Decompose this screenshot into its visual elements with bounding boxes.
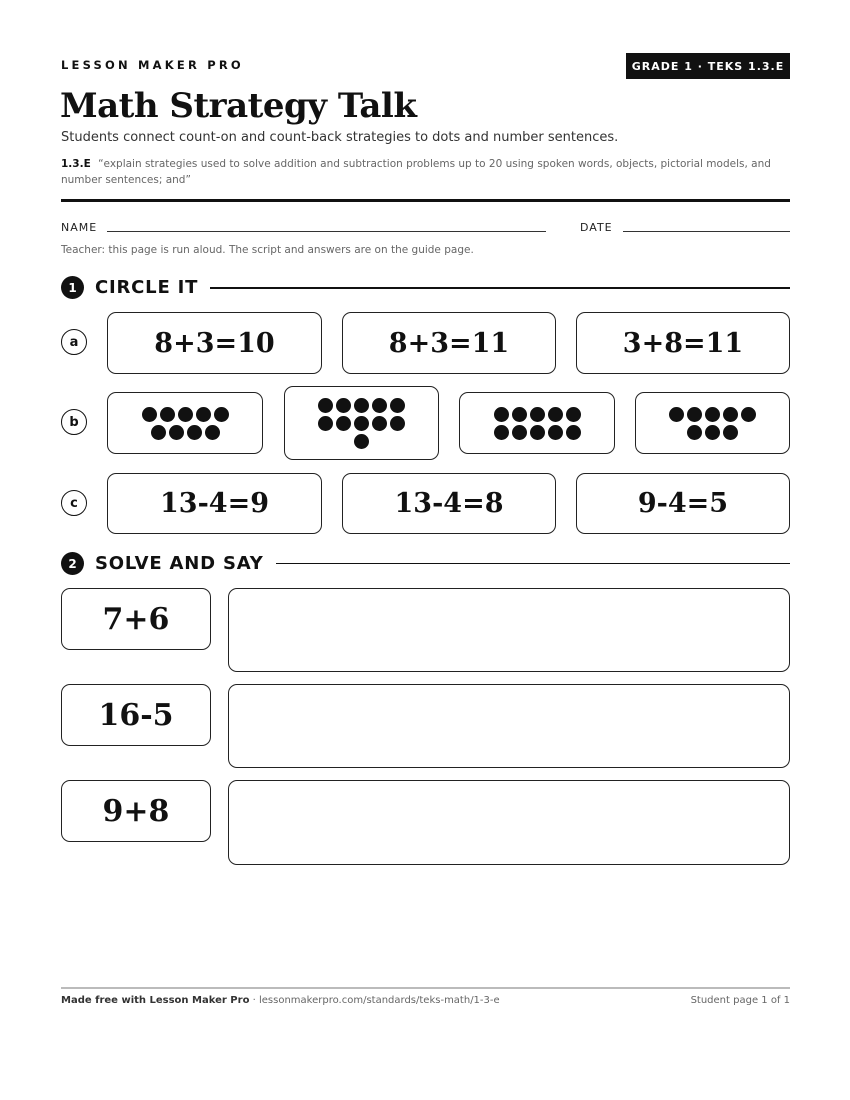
date-label: DATE [580, 221, 613, 234]
standard-description [61, 156, 790, 188]
choice-equation: 8+3=11 [388, 327, 510, 359]
counting-dot [494, 407, 509, 422]
counting-dot [512, 407, 527, 422]
dot-group [669, 407, 756, 440]
counting-dot [705, 425, 720, 440]
grade-badge: GRADE 1 · TEKS 1.3.E [626, 53, 790, 79]
counting-dot [354, 434, 369, 449]
footer-page-label: Student page 1 of 1 [690, 995, 790, 1006]
page-subtitle: Students connect count-on and count-back strategies to dots and number sentences. [61, 130, 619, 145]
answer-box-2[interactable] [228, 684, 790, 768]
problem-box-2 [61, 684, 211, 746]
choice-equation: 9-4=5 [637, 488, 729, 519]
choice-box-c1[interactable] [107, 473, 322, 534]
counting-dot [178, 407, 193, 422]
date-field[interactable] [623, 231, 790, 232]
problem-expression: 16-5 [98, 697, 174, 733]
counting-dot [187, 425, 202, 440]
dot-group [318, 398, 405, 449]
row-label-b: b [61, 409, 87, 435]
counting-dot [548, 425, 563, 440]
dot-choice-box-b1[interactable] [107, 392, 263, 454]
counting-dot [336, 416, 351, 431]
counting-dot [354, 398, 369, 413]
counting-dot [566, 407, 581, 422]
choice-equation: 8+3=10 [154, 327, 275, 359]
problem-box-3 [61, 780, 211, 842]
dot-row [687, 425, 738, 440]
section-number-badge: 1 [61, 276, 84, 299]
teacher-note: Teacher: this page is run aloud. The script and answers are on the guide page. [61, 244, 474, 256]
counting-dot [151, 425, 166, 440]
problem-expression: 9+8 [102, 793, 170, 829]
counting-dot [390, 416, 405, 431]
dot-group [494, 407, 581, 440]
counting-dot [512, 425, 527, 440]
dot-choice-box-b2[interactable] [284, 386, 439, 460]
footer-separator: · [249, 995, 259, 1006]
choice-equation: 3+8=11 [622, 327, 744, 359]
dot-choice-box-b4[interactable] [635, 392, 790, 454]
section-circle-it-heading [61, 276, 790, 299]
choice-equation: 13-4=9 [160, 488, 269, 519]
problem-box-1 [61, 588, 211, 650]
counting-dot [205, 425, 220, 440]
answer-box-1[interactable] [228, 588, 790, 672]
counting-dot [741, 407, 756, 422]
counting-dot [354, 416, 369, 431]
footer-divider [61, 987, 790, 989]
standard-text: “explain strategies used to solve addition and subtraction problems up to 20 using spoken words, objects, pictorial models, and number sentences; and” [61, 158, 771, 186]
counting-dot [530, 425, 545, 440]
dot-row [494, 407, 581, 422]
section-title: CIRCLE IT [95, 277, 199, 298]
section-rule [210, 287, 790, 289]
choice-box-a3[interactable] [576, 312, 790, 374]
dot-row [669, 407, 756, 422]
row-label-a: a [61, 329, 87, 355]
dot-group [142, 407, 229, 440]
dot-choice-box-b3[interactable] [459, 392, 615, 454]
dot-row [318, 416, 405, 431]
counting-dot [723, 407, 738, 422]
counting-dot [548, 407, 563, 422]
counting-dot [687, 425, 702, 440]
dot-row [151, 425, 220, 440]
footer-made-with: Made free with Lesson Maker Pro [61, 995, 250, 1006]
choice-box-a1[interactable] [107, 312, 322, 374]
counting-dot [336, 398, 351, 413]
counting-dot [169, 425, 184, 440]
section-rule [276, 563, 790, 564]
counting-dot [214, 407, 229, 422]
name-field[interactable] [107, 231, 546, 232]
choice-equation: 13-4=8 [394, 488, 504, 519]
counting-dot [390, 398, 405, 413]
brand-name: LESSON MAKER PRO [61, 58, 244, 72]
standard-code: 1.3.E [61, 158, 91, 170]
counting-dot [372, 416, 387, 431]
dot-row [142, 407, 229, 422]
choice-box-c3[interactable] [576, 473, 790, 534]
page-title: Math Strategy Talk [60, 86, 417, 126]
section-solve-and-say-heading [61, 552, 790, 575]
counting-dot [142, 407, 157, 422]
counting-dot [196, 407, 211, 422]
footer-credit [61, 995, 500, 1006]
counting-dot [160, 407, 175, 422]
counting-dot [723, 425, 738, 440]
section-title: SOLVE AND SAY [95, 553, 264, 574]
name-label: NAME [61, 221, 98, 234]
row-label-c: c [61, 490, 87, 516]
counting-dot [669, 407, 684, 422]
counting-dot [318, 416, 333, 431]
problem-expression: 7+6 [102, 601, 170, 637]
counting-dot [372, 398, 387, 413]
dot-row [494, 425, 581, 440]
header-divider [61, 199, 790, 202]
counting-dot [566, 425, 581, 440]
section-number-badge: 2 [61, 552, 84, 575]
counting-dot [318, 398, 333, 413]
counting-dot [687, 407, 702, 422]
counting-dot [705, 407, 720, 422]
footer-url[interactable]: lessonmakerpro.com/standards/teks-math/1-3-e [258, 995, 500, 1006]
dot-row [354, 434, 369, 449]
choice-box-a2[interactable] [342, 312, 556, 374]
counting-dot [530, 407, 545, 422]
counting-dot [494, 425, 509, 440]
dot-row [318, 398, 405, 413]
choice-box-c2[interactable] [342, 473, 556, 534]
answer-box-3[interactable] [228, 780, 790, 865]
